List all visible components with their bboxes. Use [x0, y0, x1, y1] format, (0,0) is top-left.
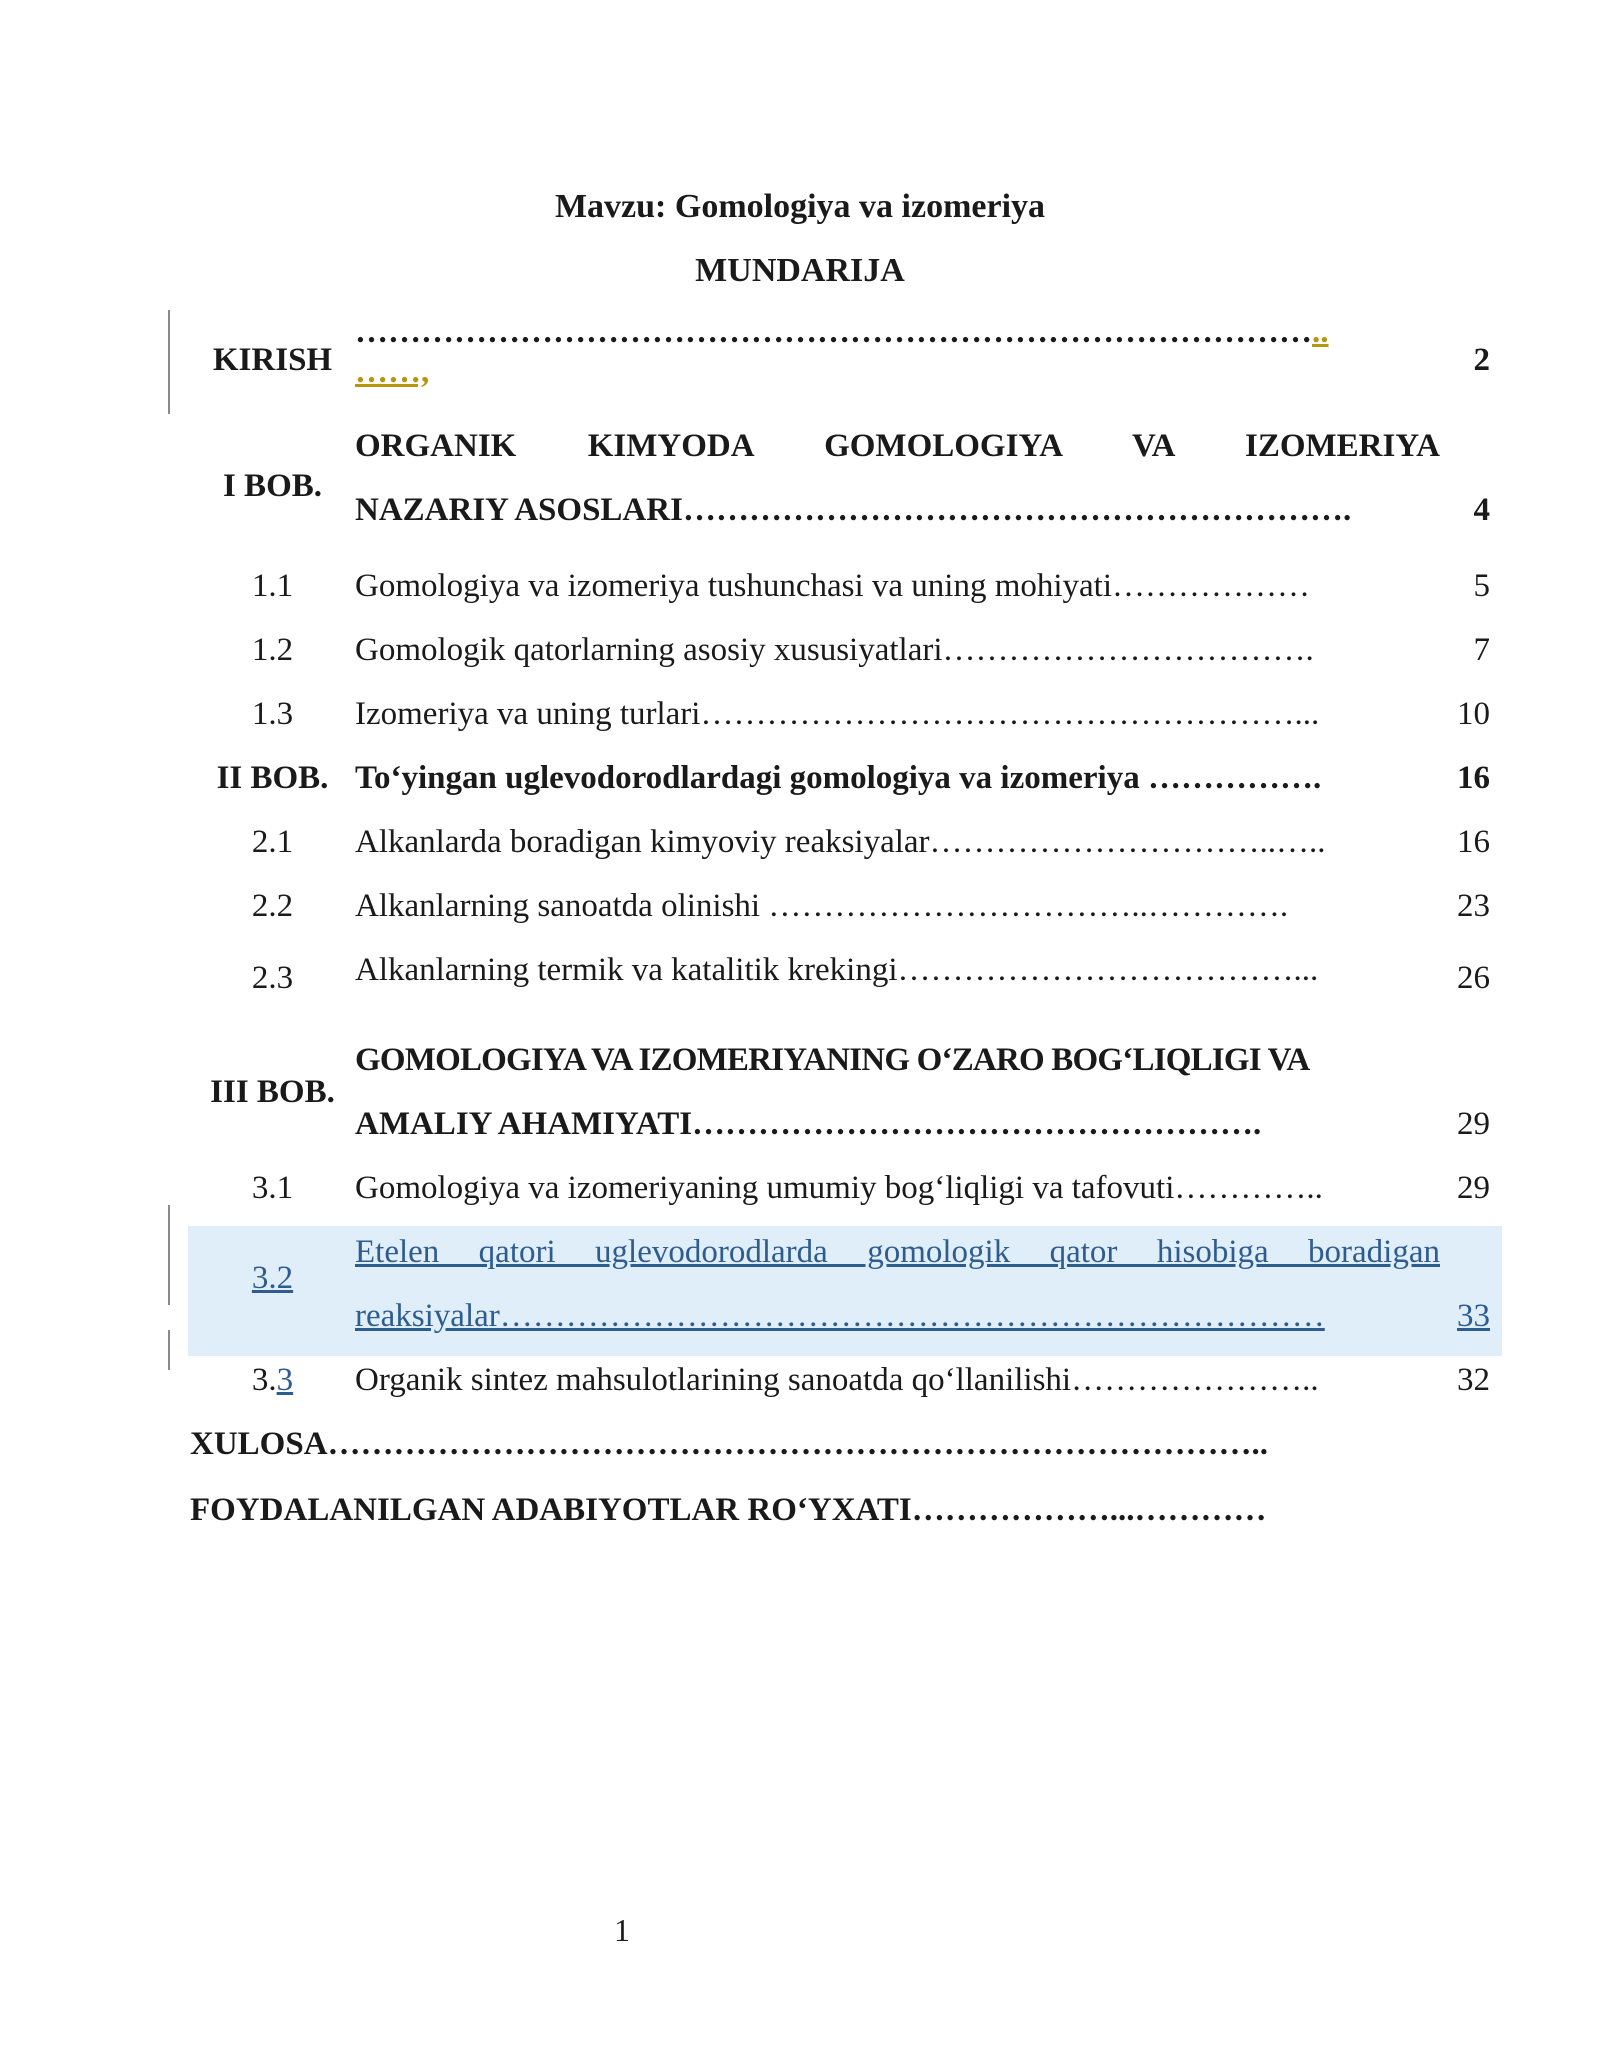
toc-3-1-text: Gomologiya va izomeriyaning umumiy bog‘liqligi va tafovuti………….. [355, 1170, 1323, 1206]
toc-2-2-num: 2.2 [251, 888, 294, 924]
toc-heading: MUNDARIJA [695, 252, 905, 289]
toc-bob3-num: III BOB. [210, 1074, 335, 1110]
toc-3-2-line2-link[interactable]: reaksiyalar………………………………………………………………… [355, 1298, 1325, 1334]
toc-kirish-leader-cont: ……, [355, 354, 430, 390]
toc-2-3-num: 2.3 [251, 960, 294, 996]
toc-3-3-num-link[interactable]: 3 [276, 1362, 294, 1398]
toc-1-1-num: 1.1 [251, 568, 294, 604]
toc-1-3-page: 10 [1457, 696, 1490, 732]
tracked-change-mark: .. [1312, 314, 1329, 350]
toc-bob1-line2: NAZARIY ASOSLARI……………………………………………………. [355, 492, 1352, 528]
toc-2-1-text: Alkanlarda boradigan kimyoviy reaksiyalar…………………………..….. [355, 824, 1326, 860]
toc-bob3-line2: AMALIY AHAMIYATI……………………………………………. [355, 1106, 1262, 1142]
toc-bob1-line1: ORGANIK KIMYODA GOMOLOGIYA VA IZOMERIYA [355, 428, 1440, 464]
document-title: Mavzu: Gomologiya va izomeriya [554, 188, 1046, 225]
toc-2-2-text: Alkanlarning sanoatda olinishi ……………………………..…………. [355, 888, 1289, 924]
toc-bob2-page: 16 [1457, 760, 1490, 796]
toc-3-2-num-link[interactable]: 3.2 [251, 1260, 294, 1296]
toc-bob1-num: I BOB. [222, 468, 323, 504]
toc-bob1-page: 4 [1473, 492, 1490, 528]
toc-1-3-text: Izomeriya va uning turlari………………………………………………... [355, 696, 1320, 732]
toc-1-3-num: 1.3 [251, 696, 294, 732]
toc-1-1-page: 5 [1473, 568, 1490, 604]
toc-1-1-text: Gomologiya va izomeriya tushunchasi va uning mohiyati……………… [355, 568, 1311, 604]
toc-row-kirish[interactable] [190, 300, 1490, 410]
toc-3-1-num: 3.1 [251, 1170, 294, 1206]
toc-bob3-page: 29 [1457, 1106, 1490, 1142]
toc-3-3-num: 3.3 [251, 1362, 294, 1398]
change-bar [168, 310, 170, 414]
change-bar [168, 1205, 170, 1305]
toc-kirish-page: 2 [1473, 342, 1490, 378]
toc-bob2-num: II BOB. [216, 760, 329, 796]
toc-bob3-line1: GOMOLOGIYA VA IZOMERIYANING O‘ZARO BOG‘LIQLIGI VA [355, 1042, 1310, 1078]
toc-bob2-text: To‘yingan uglevodorodlardagi gomologiya va izomeriya ……………. [355, 760, 1322, 796]
toc-3-3-page: 32 [1457, 1362, 1490, 1398]
toc-2-3-text: Alkanlarning termik va katalitik krekingi………………………………... [355, 952, 1319, 988]
toc-2-1-num: 2.1 [251, 824, 294, 860]
toc-3-2-line1-link[interactable]: Etelen qatori uglevodorodlarda gomologik qator hisobiga boradigan [355, 1234, 1440, 1270]
toc-3-3-text: Organik sintez mahsulotlarining sanoatda qo‘llanilishi………………….. [355, 1362, 1319, 1398]
toc-3-2-page-link[interactable]: 33 [1457, 1298, 1490, 1334]
toc-row-adabiyotlar[interactable]: FOYDALANILGAN ADABIYOTLAR RO‘YXATI………………...………… [190, 1492, 1267, 1528]
toc-3-1-page: 29 [1457, 1170, 1490, 1206]
toc-row-3-2[interactable] [190, 1234, 1490, 1354]
toc-2-1-page: 16 [1457, 824, 1490, 860]
toc-row-bob3[interactable] [190, 1024, 1490, 1154]
toc-kirish-label: KIRISH [212, 342, 333, 378]
page-number: 1 [614, 1912, 630, 1948]
toc-row-bob1[interactable] [190, 428, 1490, 558]
toc-2-2-page: 23 [1457, 888, 1490, 924]
toc-row-xulosa[interactable]: XULOSA………………………………………………………………………….. [190, 1426, 1269, 1462]
toc-2-3-page: 26 [1457, 960, 1490, 996]
toc-1-2-page: 7 [1473, 632, 1490, 668]
toc-kirish-leader: …………………………………………………………………………….. [355, 314, 1329, 350]
toc-1-2-text: Gomologik qatorlarning asosiy xususiyatlari……………………………. [355, 632, 1314, 668]
change-bar [168, 1330, 170, 1370]
toc-1-2-num: 1.2 [251, 632, 294, 668]
